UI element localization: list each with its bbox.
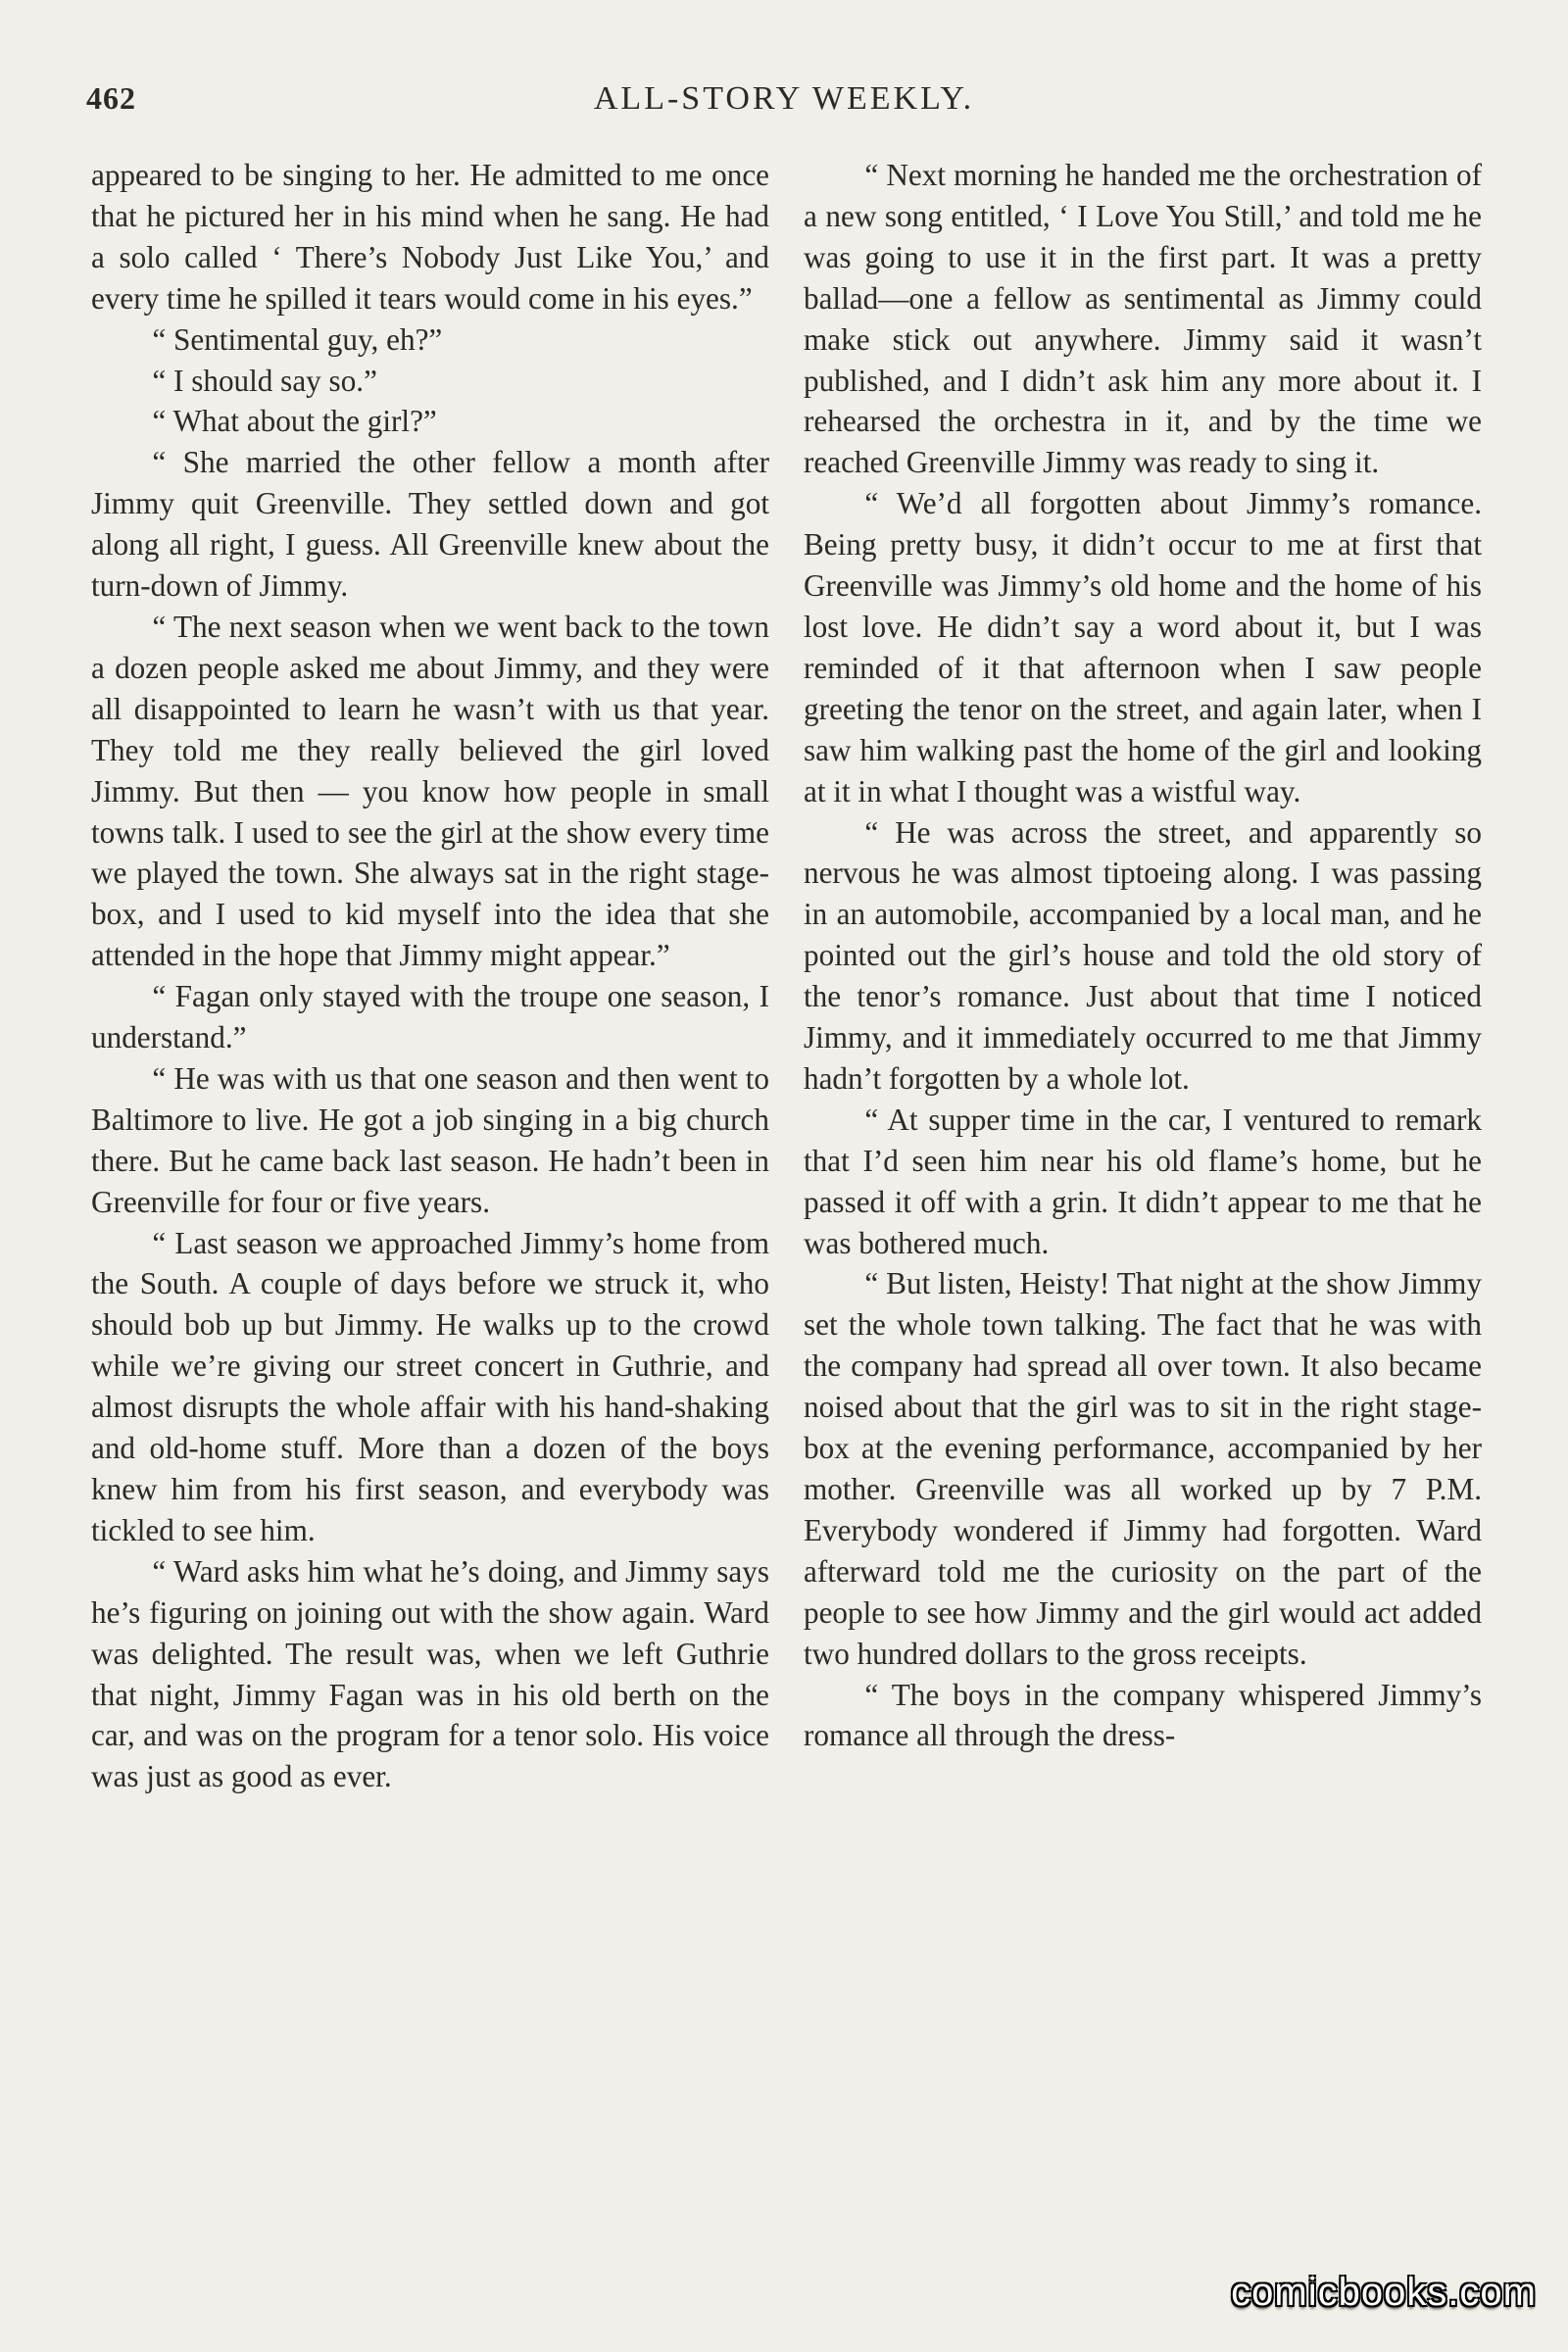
paragraph: “ Sentimental guy, eh?” [152, 321, 443, 357]
paragraph: “ The next season when we went back to the town a dozen people asked me about Jimmy, and they were all disappointed to learn he wasn’t with us that year. They told me they really believed the girl loved Jimmy. But then — you know how people in small towns talk. I used to see the girl at the show every time we played the town. She always sat in the right stage-box, and I used to kid myself into the idea that she attended in the hope that Jimmy might appear.” [91, 609, 769, 973]
paragraph: “ Next morning he handed me the orchestration of a new song entitled, ‘ I Love You Still,’ and told me he was going to use it in the first part. It was a pretty ballad—one a fellow as sentimental as Jimmy could make stick out anywhere. Jimmy said it wasn’t published, and I didn’t ask him any more about it. I rehearsed the orchestra in it, and by the time we reached Greenville Jimmy was ready to sing it. [804, 158, 1482, 480]
paragraph: “ He was across the street, and apparently so nervous he was almost tiptoeing along. I was passing in an automobile, accompanied by a local man, and he pointed out the girl’s house and told the old story of the tenor’s romance. Just about that time I noticed Jimmy, and it immediately occurred to me that Jimmy hadn’t forgotten by a whole lot. [804, 814, 1482, 1096]
paragraph: “ But listen, Heisty! That night at the show Jimmy set the whole town talking. The fact that he was with the company had spread all over town. It also became noised about that the girl was to sit in the right stage-box at the evening performance, accompanied by her mother. Greenville was all worked up by 7 P.M. Everybody wondered if Jimmy had forgotten. Ward afterward told me the curiosity on the part of the people to see how Jimmy and the girl would act added two hundred dollars to the gross receipts. [804, 1266, 1482, 1671]
paragraph: “ What about the girl?” [152, 404, 437, 439]
running-head: ALL-STORY WEEKLY. [593, 80, 975, 117]
right-column [804, 155, 1482, 1756]
paragraph: “ We’d all forgotten about Jimmy’s romance. Being pretty busy, it didn’t occur to me at first that Greenville was Jimmy’s old home and the home of his lost love. He didn’t say a word about it, but I was reminded of it that afternoon when I saw people greeting the tenor on the street, and again later, when I saw him walking past the home of the girl and looking at it in what I thought was a wistful way. [804, 486, 1482, 808]
paragraph: “ At supper time in the car, I ventured to remark that I’d seen him near his old flame’s home, but he passed it off with a grin. It didn’t appear to me that he was bothered much. [804, 1102, 1482, 1260]
paragraph: “ Fagan only stayed with the troupe one season, I understand.” [91, 979, 769, 1055]
paragraph: “ I should say so.” [152, 363, 377, 398]
paragraph: appeared to be singing to her. He admitted to me once that he pictured her in his mind when he sang. He had a solo called ‘ There’s Nobody Just Like You,’ and every time he spilled it tears would come in his eyes.” [91, 158, 769, 316]
site-watermark: comicbooks.com [1231, 2271, 1537, 2314]
paragraph: “ The boys in the company whispered Jimmy’s romance all through the dress- [804, 1677, 1482, 1753]
paragraph: “ Ward asks him what he’s doing, and Jimmy says he’s figuring on joining out with the show again. Ward was delighted. The result was, when we left Guthrie that night, Jimmy Fagan was in his old berth on the car, and was on the program for a tenor solo. His voice was just as good as ever. [91, 1553, 769, 1794]
page-number: 462 [86, 80, 136, 116]
paragraph: “ She married the other fellow a month after Jimmy quit Greenville. They settled down and got along all right, I guess. All Greenville knew about the turn-down of Jimmy. [91, 445, 769, 604]
paragraph: “ Last season we approached Jimmy’s home from the South. A couple of days before we struck it, who should bob up but Jimmy. He walks up to the crowd while we’re giving our street concert in Guthrie, and almost disrupts the whole affair with his hand-shaking and old-home stuff. More than a dozen of the boys knew him from his first season, and everybody was tickled to see him. [91, 1225, 769, 1547]
left-column [91, 155, 769, 1797]
paragraph: “ He was with us that one season and then went to Baltimore to live. He got a job singing in a big church there. But he came back last season. He hadn’t been in Greenville for four or five years. [91, 1060, 769, 1219]
